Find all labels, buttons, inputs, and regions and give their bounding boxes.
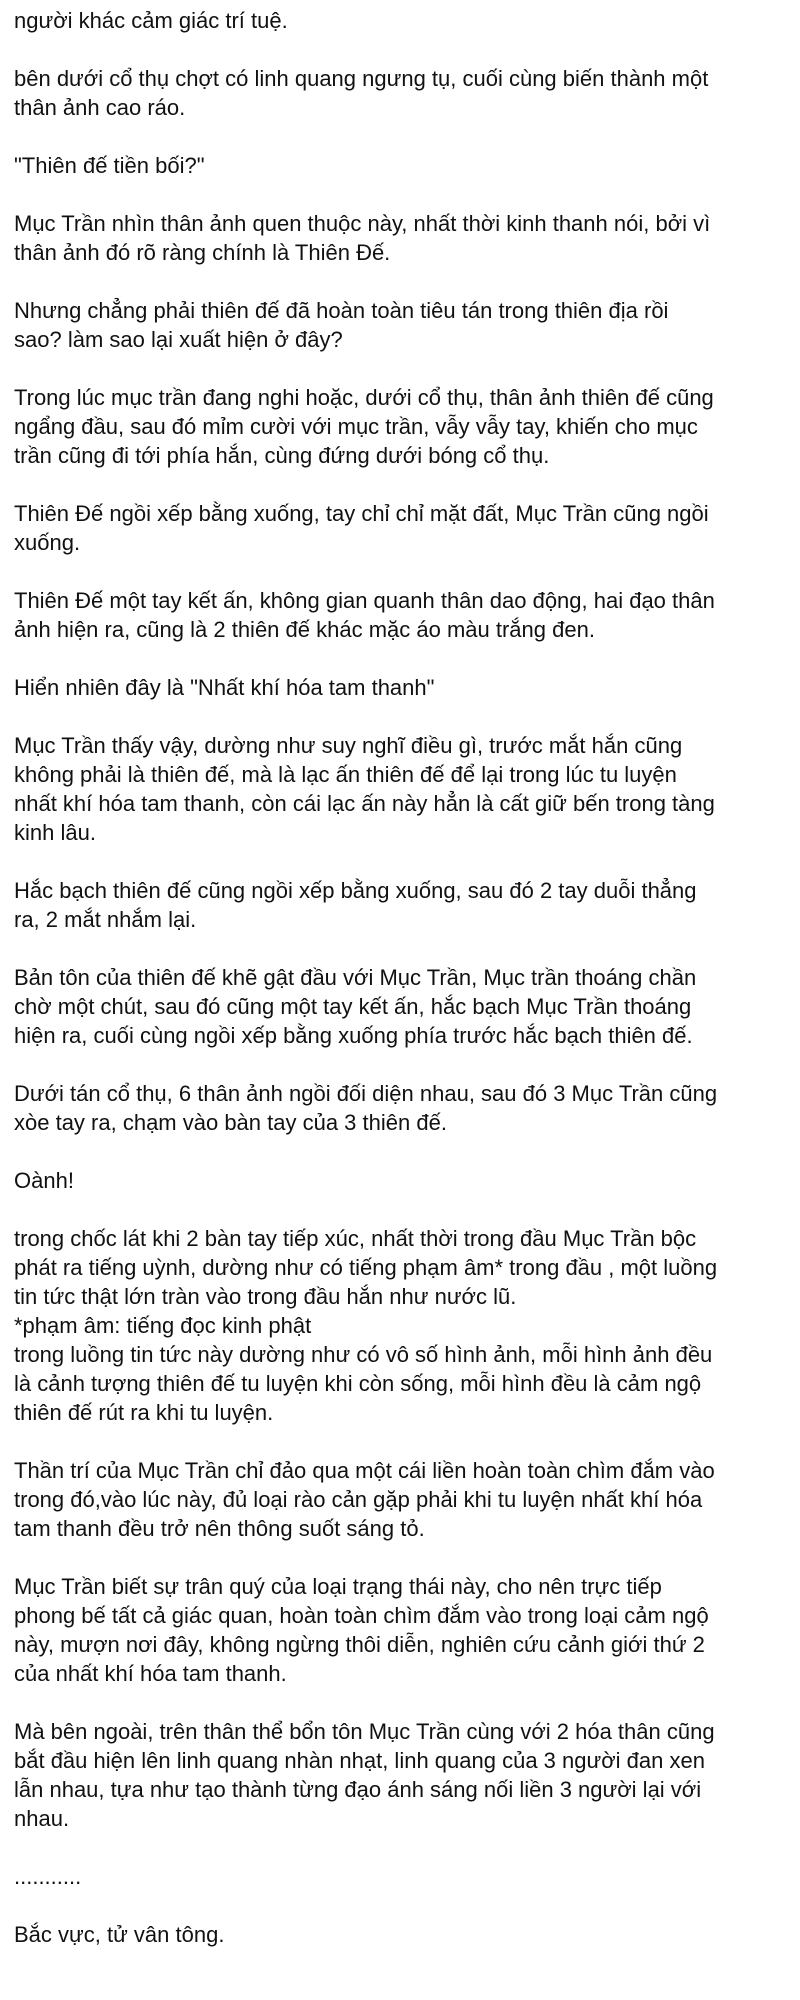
paragraph-16: Thần trí của Mục Trần chỉ đảo qua một cái liền hoàn toàn chìm đắm vào trong đó,vào lúc này, đủ loại rào cản gặp phải khi tu luyện nhất khí hóa tam thanh đều trở nên thông suốt sáng tỏ. bbox=[14, 1458, 715, 1541]
paragraph-18: Mà bên ngoài, trên thân thể bổn tôn Mục Trần cùng với 2 hóa thân cũng bắt đầu hiện lên linh quang nhàn nhạt, linh quang của 3 người đan xen lẫn nhau, tựa như tạo thành từng đạo ánh sáng nối liền 3 người lại với nhau. bbox=[14, 1719, 715, 1831]
paragraph-11: Hắc bạch thiên đế cũng ngồi xếp bằng xuống, sau đó 2 tay duỗi thẳng ra, 2 mắt nhắm lại. bbox=[14, 878, 697, 932]
paragraph-7: Thiên Đế ngồi xếp bằng xuống, tay chỉ chỉ mặt đất, Mục Trần cũng ngồi xuống. bbox=[14, 501, 709, 555]
paragraph-12: Bản tôn của thiên đế khẽ gật đầu với Mục Trần, Mục trần thoáng chần chờ một chút, sau đó cũng một tay kết ấn, hắc bạch Mục Trần thoáng hiện ra, cuối cùng ngồi xếp bằng xuống phía trước hắc bạch thiên đế. bbox=[14, 965, 697, 1048]
paragraph-4: Mục Trần nhìn thân ảnh quen thuộc này, nhất thời kinh thanh nói, bởi vì thân ảnh đó rõ ràng chính là Thiên Đế. bbox=[14, 211, 711, 265]
paragraph-19: Bắc vực, tử vân tông. bbox=[14, 1922, 225, 1947]
paragraph-17: Mục Trần biết sự trân quý của loại trạng thái này, cho nên trực tiếp phong bế tất cả giác quan, hoàn toàn chìm đắm vào trong loại cảm ngộ này, mượn nơi đây, không ngừng thôi diễn, nghiên cứu cảnh giới thứ 2 của nhất khí hóa tam thanh. bbox=[14, 1574, 709, 1686]
paragraph-2: bên dưới cổ thụ chợt có linh quang ngưng tụ, cuối cùng biến thành một thân ảnh cao ráo. bbox=[14, 66, 709, 120]
paragraph-9: Hiển nhiên đây là "Nhất khí hóa tam thanh" bbox=[14, 675, 435, 700]
paragraph-10: Mục Trần thấy vậy, dường như suy nghĩ điều gì, trước mắt hắn cũng không phải là thiên đế, mà là lạc ấn thiên đế để lại trong lúc tu luyện nhất khí hóa tam thanh, còn cái lạc ấn này hẳn là cất giữ bến trong tàng kinh lâu. bbox=[14, 733, 715, 845]
section-separator: ........... bbox=[14, 1864, 82, 1889]
paragraph-14: Oành! bbox=[14, 1168, 74, 1193]
paragraph-15: trong chốc lát khi 2 bàn tay tiếp xúc, nhất thời trong đầu Mục Trần bộc phát ra tiếng uỳnh, dường như có tiếng phạm âm* trong đầu , một luồng tin tức thật lớn tràn vào trong đầu hắn như nước lũ. *phạm âm: tiếng đọc kinh phật trong luồng tin tức này dường như có vô số hình ảnh, mỗi hình ảnh đều là cảnh tượng thiên đế tu luyện khi còn sống, mỗi hình đều là cảm ngộ thiên đế rút ra khi tu luyện. bbox=[14, 1226, 718, 1425]
paragraph-1: người khác cảm giác trí tuệ. bbox=[14, 8, 288, 33]
paragraph-13: Dưới tán cổ thụ, 6 thân ảnh ngồi đối diện nhau, sau đó 3 Mục Trần cũng xòe tay ra, chạm vào bàn tay của 3 thiên đế. bbox=[14, 1081, 718, 1135]
paragraph-5: Nhưng chẳng phải thiên đế đã hoàn toàn tiêu tán trong thiên địa rồi sao? làm sao lại xuất hiện ở đây? bbox=[14, 298, 669, 352]
paragraph-3: "Thiên đế tiền bối?" bbox=[14, 153, 205, 178]
paragraph-6: Trong lúc mục trần đang nghi hoặc, dưới cổ thụ, thân ảnh thiên đế cũng ngẩng đầu, sau đó mỉm cười với mục trần, vẫy vẫy tay, khiến cho mục trần cũng đi tới phía hắn, cùng đứng dưới bóng cổ thụ. bbox=[14, 385, 714, 468]
paragraph-8: Thiên Đế một tay kết ấn, không gian quanh thân dao động, hai đạo thân ảnh hiện ra, cũng là 2 thiên đế khác mặc áo màu trắng đen. bbox=[14, 588, 715, 642]
